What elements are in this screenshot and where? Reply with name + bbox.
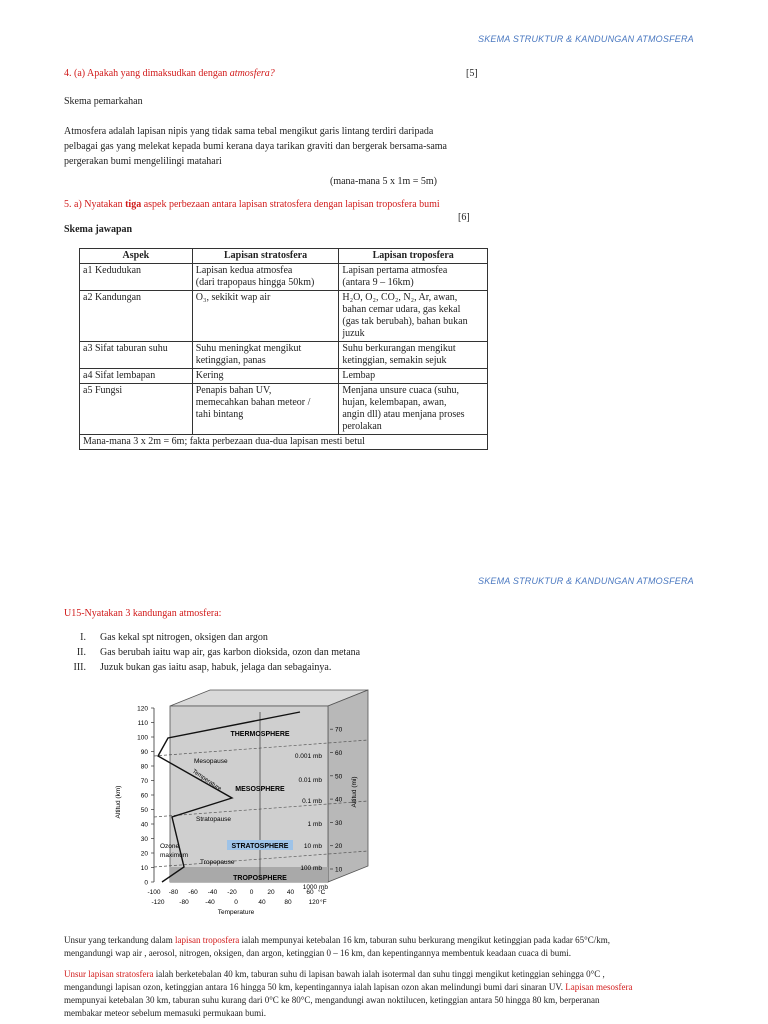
table-row (80, 264, 488, 291)
boundary-label-tropopause: Tropopause (200, 859, 235, 866)
table-cell: H₂O, O₂, CO₂, N₂, Ar, awan, bahan cemar udara, gas kekal (gas tak berubah), bahan bukan juzuk (339, 291, 488, 342)
pressure-label: 0.1 mb (302, 798, 322, 805)
layer-label-mesosphere: MESOSPHERE (235, 786, 285, 793)
table-cell: Lapisan kedua atmosfea (dari trapopaus hingga 50km) (192, 264, 339, 291)
atmosphere-diagram (110, 688, 400, 922)
answer-table (79, 248, 488, 450)
layer-label-troposphere: TROPOSPHERE (233, 875, 287, 882)
table-header: Lapisan stratosfera (192, 249, 339, 264)
table-header: Aspek (80, 249, 193, 264)
table-cell: a1 Kedudukan (80, 264, 193, 291)
pressure-label: 1000 mb (302, 884, 328, 891)
curve-label: Temperature (190, 768, 223, 793)
y-axis-left-title: Altitud (km) (115, 785, 122, 819)
table-cell: a5 Fungsi (80, 384, 193, 435)
pressure-label: 100 mb (300, 865, 322, 872)
boundary-label-stratopause: Stratopause (196, 816, 232, 823)
mi-tick-label: 30 (335, 819, 343, 827)
y-tick-label: 10 (140, 865, 148, 872)
question-5-prefix: 5. a) Nyatakan (64, 199, 126, 210)
y-tick-label: 90 (140, 749, 148, 756)
pressure-label: 0.001 mb (294, 753, 322, 760)
mi-tick-label: 50 (335, 773, 343, 781)
question-4-term: atmosfera? (229, 68, 275, 79)
x-f-tick-label: -40 (205, 899, 215, 906)
table-cell: Suhu berkurangan mengikut ketinggian, semakin sejuk (339, 342, 488, 369)
y-tick-label: 50 (140, 807, 148, 814)
definition-line: pelbagai gas yang melekat kepada bumi kerana daya tarikan graviti dan bergerak bersama-sama (64, 141, 447, 152)
boundary-label-mesopause: Mesopause (194, 758, 228, 765)
highlight-troposphere: lapisan troposfera (174, 935, 240, 945)
pressure-label: 10 mb (303, 843, 322, 850)
layer-label-stratosphere: STRATOSPHERE (231, 843, 289, 850)
x-f-tick-label: -80 (179, 899, 189, 906)
table-header: Lapisan troposfera (339, 249, 488, 264)
definition-line: Atmosfera adalah lapisan nipis yang tidak sama tebal mengikut garis lintang terdiri daripada (64, 126, 434, 137)
y-tick-label: 0 (144, 879, 148, 887)
x-f-tick-label: -120 (151, 899, 165, 906)
table-cell: a3 Sifat taburan suhu (80, 342, 193, 369)
paragraph-stratosphere: Unsur lapisan stratosfera ialah berketebalan 40 km, taburan suhu di lapisan bawah ialah isotermal dan suhu tinggi mengikut ketinggian sehingga 0°C , mengandungi lapisan ozon, ketinggian antara 16 hingga 50 km, kepentingannya ialah lapisan ozon akan melindungi bumi dari sinaran UV. Lapisan mesosfera mempunyai ketebalan 30 km, taburan suhu kurang dari 0°C ke 80°C, mengandungi awan noktilucen, ketinggian antara 50 hingga 80 km, berperanan membakar meteor sebelum memasuki permukaan bumi. (64, 969, 633, 1018)
table-cell: Lembap (339, 369, 488, 384)
mi-tick-label: 10 (335, 866, 343, 874)
x-f-tick-label: 0 (234, 899, 238, 906)
page-header: SKEMA STRUKTUR & KANDUNGAN ATMOSFERA (478, 34, 694, 44)
y-tick-label: 100 (137, 734, 148, 742)
y-tick-label: 70 (140, 778, 148, 785)
x-axis-c-unit: °C (318, 889, 326, 896)
x-c-tick-label: 20 (267, 889, 275, 896)
highlight-stratosphere: Unsur lapisan stratosfera (64, 969, 154, 979)
section-header: SKEMA STRUKTUR & KANDUNGAN ATMOSFERA (478, 576, 694, 586)
ozone-label-2: maximum (160, 852, 189, 859)
x-c-tick-label: -60 (188, 889, 198, 896)
table-header-row (80, 249, 488, 264)
table-cell: Suhu meningkat mengikut ketinggian, panas (192, 342, 339, 369)
list-item: II. Gas berubah iaitu wap air, gas karbon dioksida, ozon dan metana (76, 647, 361, 658)
x-c-tick-label: 0 (249, 889, 254, 896)
y-tick-label: 40 (140, 821, 148, 829)
x-c-tick-label: 60 (306, 889, 314, 896)
table-cell: Menjana unsure cuaca (suhu, hujan, kelembapan, awan, angin dll) atau menjana proses perolakan (339, 384, 488, 435)
x-axis-f-unit: °F (320, 899, 327, 906)
question-5 (64, 199, 440, 210)
y-tick-label: 80 (140, 763, 148, 771)
u15-list (64, 630, 360, 675)
question-5-bold: tiga (125, 199, 142, 210)
table-footer: Mana-mana 3 x 2m = 6m; fakta perbezaan dua-dua lapisan mesti betul (80, 435, 488, 450)
ozone-label: Ozone (160, 843, 180, 850)
mi-tick-label: 40 (335, 796, 343, 804)
x-f-tick-label: 120 (308, 899, 320, 906)
y-tick-label: 60 (140, 792, 148, 800)
highlight-mesosphere: Lapisan mesosfera (565, 982, 633, 992)
table-cell: O₃, sekikit wap air (192, 291, 339, 342)
y-tick-label: 30 (140, 836, 148, 843)
table-cell: a2 Kandungan (80, 291, 193, 342)
x-c-tick-label: -100 (147, 889, 161, 896)
x-c-tick-label: -80 (168, 889, 179, 896)
y-tick-label: 20 (140, 850, 148, 858)
list-item: I. Gas kekal spt nitrogen, oksigen dan argon (80, 632, 268, 643)
x-c-tick-label: -40 (207, 889, 218, 896)
pressure-label: 1 mb (307, 821, 322, 828)
table-cell: Penapis bahan UV, memecahkan bahan meteor / tahi bintang (192, 384, 339, 435)
layer-label-thermosphere: THERMOSPHERE (230, 731, 290, 738)
question-5-marks: [6] (458, 212, 470, 223)
table-cell: Lapisan pertama atmosfea (antara 9 – 16km) (339, 264, 488, 291)
skema-pemarkahan-label: Skema pemarkahan (64, 96, 143, 107)
q4-scoring: (mana-mana 5 x 1m = 5m) (330, 176, 437, 187)
mi-tick-label: 20 (335, 843, 343, 851)
y-tick-label: 110 (137, 720, 148, 727)
question-5-rest: aspek perbezaan antara lapisan stratosfera dengan lapisan troposfera bumi (141, 199, 440, 210)
mi-tick-label: 70 (335, 726, 343, 734)
y-tick-label: 120 (137, 705, 148, 713)
table-footer-row (80, 435, 488, 450)
table-cell: Kering (192, 369, 339, 384)
list-item: III. Juzuk bukan gas iaitu asap, habuk, jelaga dan sebagainya. (73, 662, 332, 673)
definition-line: pergerakan bumi mengelilingi matahari (64, 156, 222, 167)
u15-title: U15-Nyatakan 3 kandungan atmosfera: (64, 608, 222, 619)
table-cell: a4 Sifat lembapan (80, 369, 193, 384)
x-f-tick-label: 80 (284, 899, 292, 906)
x-c-tick-label: 40 (286, 889, 295, 896)
paragraph-troposphere: Unsur yang terkandung dalam lapisan troposfera ialah mempunyai ketebalan 16 km, taburan suhu berkurang mengikut ketinggian pada kadar 65°C/km, mengandungi wap air , aerosol, nitrogen, oksigen, dan argon, ketinggian 0 – 16 km, dan kepentingannya membentuk keadaan cuaca di bumi. (64, 935, 610, 958)
table-row (80, 342, 488, 369)
x-c-tick-label: -20 (227, 889, 237, 896)
table-row (80, 291, 488, 342)
y-axis-right-title: Altitud (mi) (351, 776, 358, 808)
question-4 (64, 68, 275, 79)
question-4-prefix: 4. (a) Apakah yang dimaksudkan dengan (64, 68, 230, 79)
definition-text (64, 124, 504, 169)
x-axis-title: Temperature (217, 909, 255, 916)
pressure-label: 0.01 mb (298, 777, 322, 784)
table-row (80, 384, 488, 435)
x-f-tick-label: 40 (258, 899, 266, 906)
mi-tick-label: 60 (335, 750, 343, 757)
skema-jawapan-label: Skema jawapan (64, 224, 133, 235)
table-row (80, 369, 488, 384)
question-4-marks: [5] (466, 68, 478, 79)
